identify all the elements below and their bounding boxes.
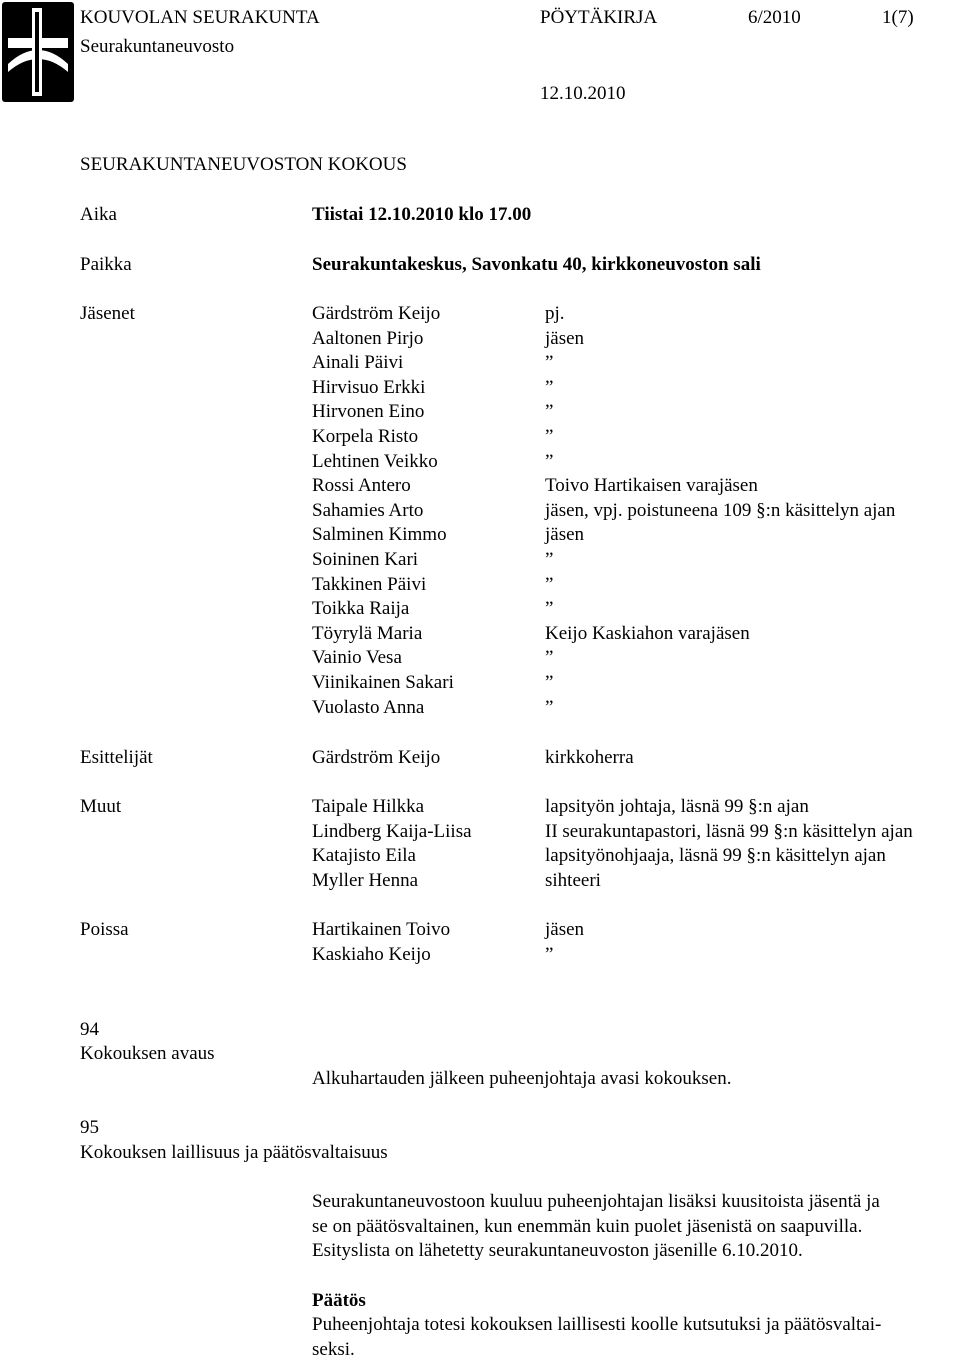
section-95-line: Seurakuntaneuvostoon kuuluu puheenjohtajan lisäksi kuusitoista jäsentä ja	[312, 1191, 880, 1212]
member-role: pj.	[545, 303, 565, 324]
member-row	[0, 400, 960, 425]
other-row	[0, 795, 960, 820]
section-95-title: Kokouksen laillisuus ja päätösvaltaisuus	[80, 1142, 388, 1163]
member-name: Vuolasto Anna	[312, 696, 425, 718]
member-name: Rossi Antero	[312, 475, 411, 497]
absent-role: ”	[545, 943, 554, 965]
member-name: Vainio Vesa	[312, 647, 402, 669]
member-name: Hirvisuo Erkki	[312, 376, 426, 398]
absent-label: Poissa	[80, 919, 129, 940]
member-row	[0, 376, 960, 401]
other-name: Lindberg Kaija-Liisa	[312, 820, 472, 842]
presenters-label: Esittelijät	[80, 747, 153, 768]
member-name: Hirvonen Eino	[312, 401, 425, 423]
member-row	[0, 573, 960, 598]
member-role: ”	[545, 573, 554, 595]
other-name: Taipale Hilkka	[312, 796, 425, 817]
doc-date: 12.10.2010	[540, 83, 626, 104]
section-95-number: 95	[80, 1117, 99, 1138]
member-name: Sahamies Arto	[312, 499, 424, 521]
paikka-value: Seurakuntakeskus, Savonkatu 40, kirkkoneuvoston sali	[312, 254, 761, 275]
member-name: Lehtinen Veikko	[312, 450, 438, 472]
section-95-paragraph	[312, 1190, 957, 1264]
other-role: sihteeri	[545, 869, 601, 891]
member-row	[0, 622, 960, 647]
member-role: jäsen	[545, 524, 585, 546]
absent-name: Kaskiaho Keijo	[312, 943, 431, 965]
member-name: Toikka Raija	[312, 598, 410, 620]
doc-number: 6/2010	[748, 7, 801, 28]
others-label: Muut	[80, 796, 122, 817]
member-role: ”	[545, 598, 554, 620]
decision-label: Päätös	[312, 1290, 366, 1311]
members-label: Jäsenet	[80, 303, 135, 324]
other-role: lapsityönohjaaja, läsnä 99 §:n käsittelyn ajan	[545, 845, 886, 867]
org-name: KOUVOLAN SEURAKUNTA	[80, 7, 320, 28]
presenter-name: Gärdström Keijo	[312, 747, 441, 768]
presenter-role: kirkkoherra	[545, 747, 634, 768]
member-row	[0, 548, 960, 573]
member-row	[0, 671, 960, 696]
decision-line: Puheenjohtaja totesi kokouksen laillisesti koolle kutsutuksi ja päätösvaltai-	[312, 1314, 882, 1335]
paikka-label: Paikka	[80, 254, 132, 275]
member-row	[0, 597, 960, 622]
member-role: ”	[545, 450, 554, 472]
member-row	[0, 425, 960, 450]
section-94-title: Kokouksen avaus	[80, 1043, 215, 1064]
member-name: Aaltonen Pirjo	[312, 327, 424, 349]
other-row	[0, 820, 960, 845]
member-role: ”	[545, 647, 554, 669]
other-row	[0, 869, 960, 894]
member-name: Salminen Kimmo	[312, 524, 447, 546]
aika-value: Tiistai 12.10.2010 klo 17.00	[312, 204, 532, 225]
meeting-title: SEURAKUNTANEUVOSTON KOKOUS	[80, 154, 407, 175]
member-role: Toivo Hartikaisen varajäsen	[545, 475, 758, 497]
member-role: ”	[545, 376, 554, 398]
other-row	[0, 844, 960, 869]
member-role: ”	[545, 352, 554, 374]
other-name: Katajisto Eila	[312, 845, 416, 867]
member-row	[0, 474, 960, 499]
member-role: Keijo Kaskiahon varajäsen	[545, 622, 750, 644]
doc-type: PÖYTÄKIRJA	[540, 7, 658, 28]
absent-row	[0, 918, 960, 943]
other-name: Myller Henna	[312, 869, 419, 891]
member-name: Soininen Kari	[312, 549, 419, 570]
decision-line: seksi.	[312, 1338, 355, 1360]
member-row	[0, 327, 960, 352]
member-name: Takkinen Päivi	[312, 573, 427, 595]
member-role: jäsen	[545, 327, 585, 349]
member-role: ”	[545, 549, 554, 570]
member-row	[0, 450, 960, 475]
absent-row	[0, 943, 960, 968]
member-name: Viinikainen Sakari	[312, 672, 454, 693]
section-95-line: Esityslista on lähetetty seurakuntaneuvoston jäsenille 6.10.2010.	[312, 1240, 803, 1262]
member-row	[0, 646, 960, 671]
page-number: 1(7)	[882, 7, 914, 28]
other-role: lapsityön johtaja, läsnä 99 §:n ajan	[545, 796, 809, 817]
presenter-row	[0, 746, 960, 771]
member-row	[0, 302, 960, 327]
aika-label: Aika	[80, 204, 117, 225]
member-role: ”	[545, 672, 554, 693]
section-95-line: se on päätösvaltainen, kun enemmän kuin puolet jäsenistä on saapuvilla.	[312, 1215, 863, 1237]
member-role: ”	[545, 696, 554, 718]
absent-name: Hartikainen Toivo	[312, 919, 451, 940]
member-role: ”	[545, 401, 554, 423]
absent-role: jäsen	[545, 919, 585, 940]
member-row	[0, 523, 960, 548]
section-94-number: 94	[80, 1019, 99, 1040]
member-name: Korpela Risto	[312, 426, 419, 447]
other-role: II seurakuntapastori, läsnä 99 §:n käsittelyn ajan	[545, 820, 913, 842]
church-logo-icon	[2, 2, 74, 102]
member-role: jäsen, vpj. poistuneena 109 §:n käsittelyn ajan	[545, 499, 896, 521]
member-row	[0, 351, 960, 376]
body-name: Seurakuntaneuvosto	[80, 36, 235, 57]
member-row	[0, 499, 960, 524]
decision-text	[312, 1313, 957, 1362]
member-name: Gärdström Keijo	[312, 303, 441, 324]
member-name: Ainali Päivi	[312, 352, 404, 374]
section-94-text: Alkuhartauden jälkeen puheenjohtaja avasi kokouksen.	[312, 1068, 732, 1089]
member-role: ”	[545, 426, 554, 447]
member-row	[0, 696, 960, 721]
member-name: Töyrylä Maria	[312, 622, 423, 644]
